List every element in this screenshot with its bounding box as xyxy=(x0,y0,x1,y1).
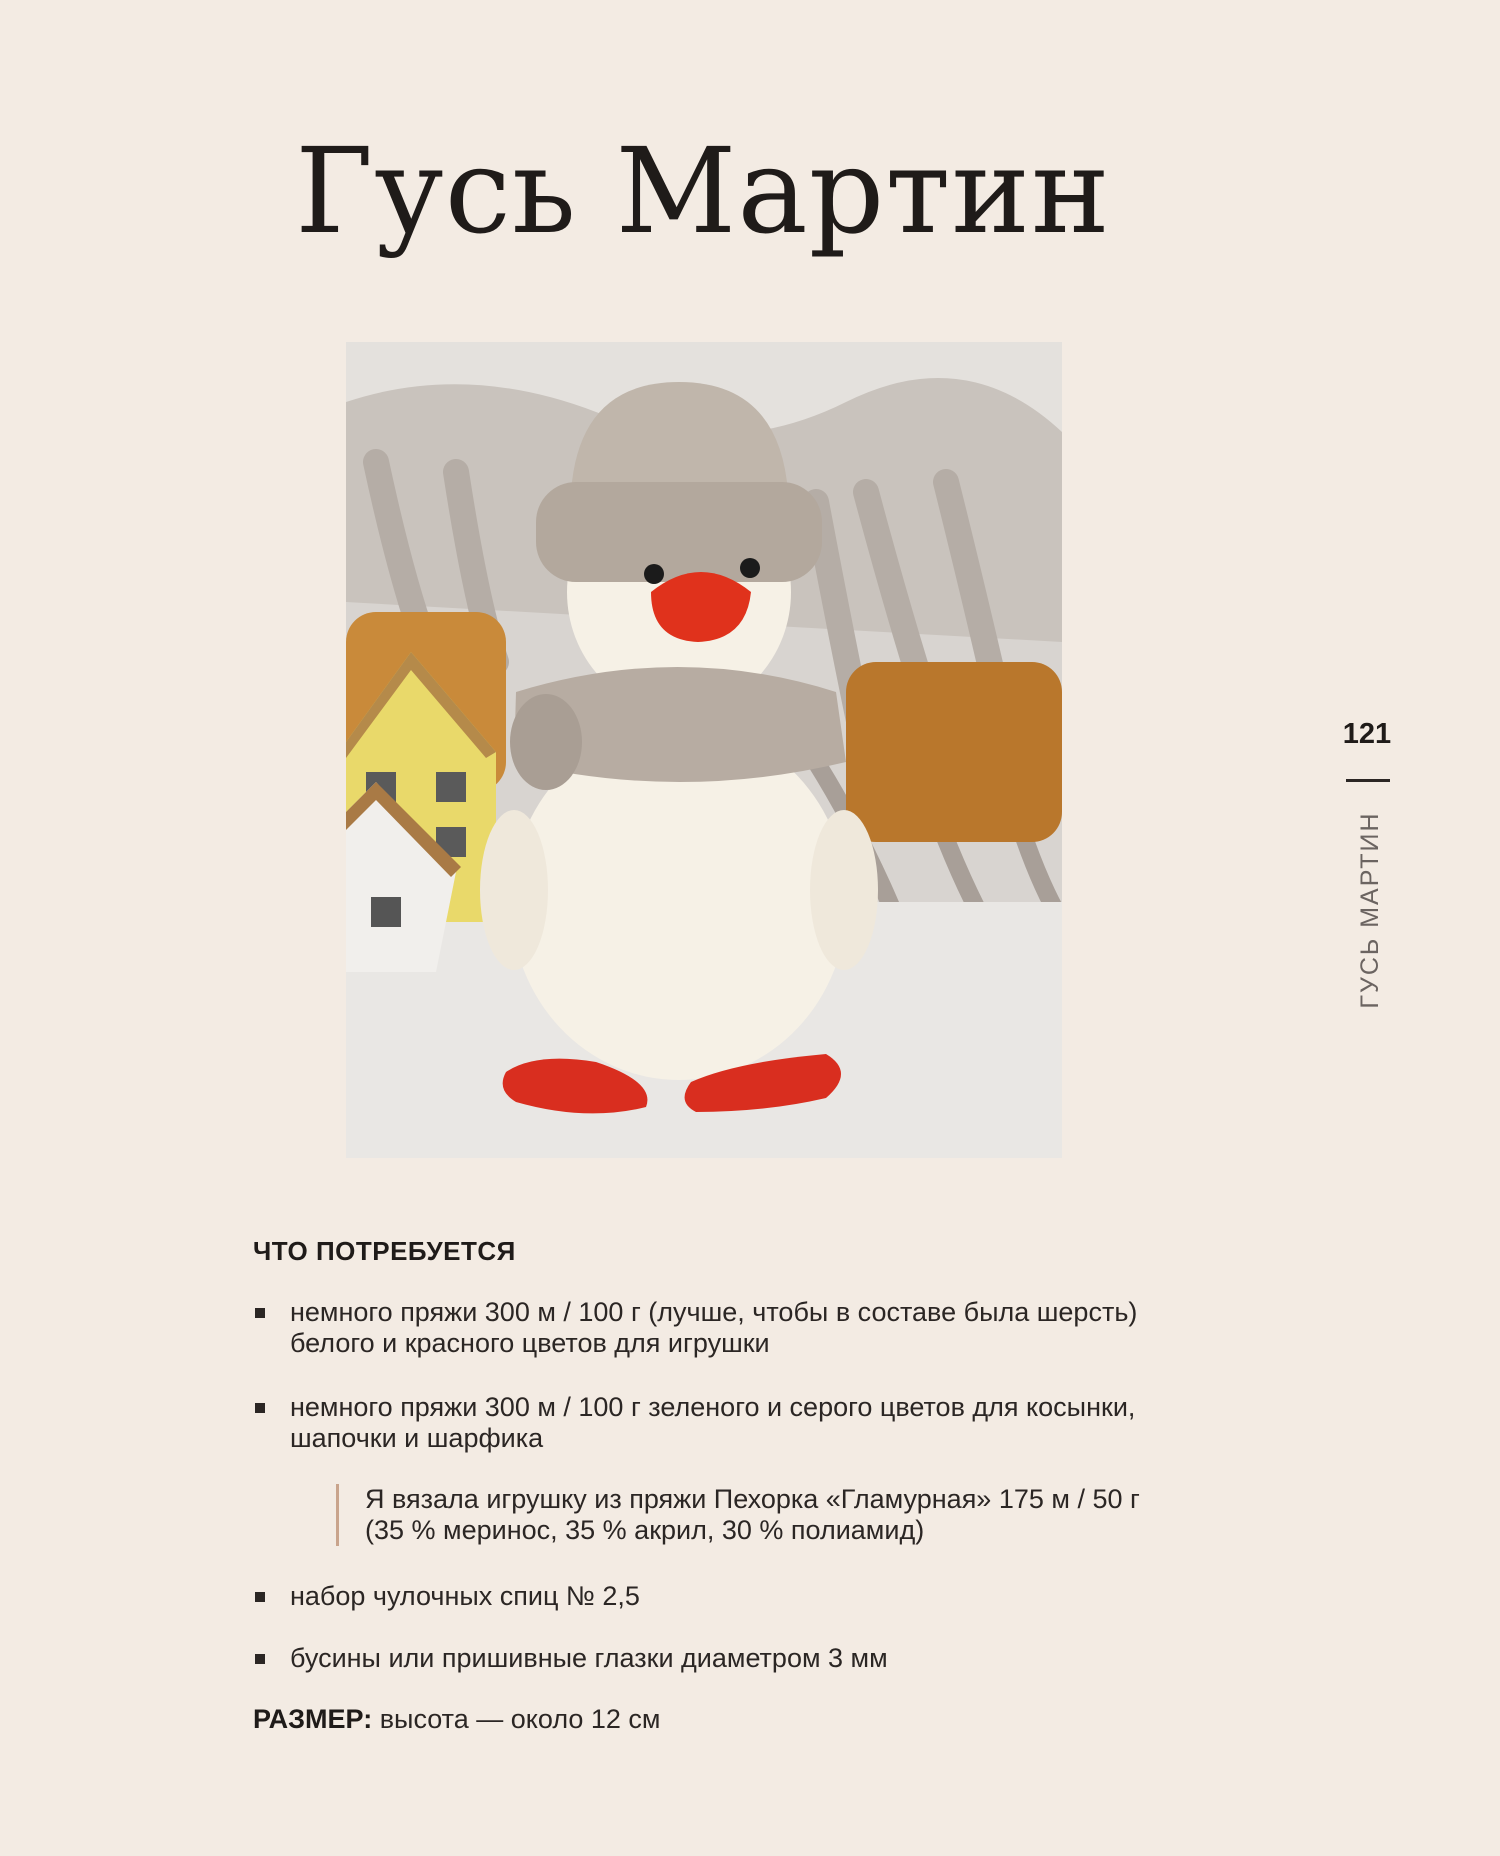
list-item-text: немного пряжи 300 м / 100 г зеленого и серого цветов для косынки, шапочки и шарфика xyxy=(290,1392,1136,1453)
list-item-text: немного пряжи 300 м / 100 г (лучше, чтобы в составе была шерсть) белого и красного цветов для игрушки xyxy=(290,1297,1138,1358)
yarn-note: Я вязала игрушку из пряжи Пехорка «Гламурная» 175 м / 50 г (35 % меринос, 35 % акрил, 30 % полиамид) xyxy=(336,1484,1185,1546)
size-label: РАЗМЕР: xyxy=(253,1704,373,1734)
list-item xyxy=(253,1581,1153,1612)
list-item xyxy=(253,1297,1153,1359)
page-number: 121 xyxy=(1342,718,1392,750)
materials-heading: ЧТО ПОТРЕБУЕТСЯ xyxy=(253,1236,516,1266)
size-value: высота — около 12 см xyxy=(372,1704,661,1734)
bullet-square-icon xyxy=(255,1403,265,1413)
bullet-square-icon xyxy=(255,1308,265,1318)
bullet-square-icon xyxy=(255,1592,265,1602)
page-title: Гусь Мартин xyxy=(295,122,1111,260)
bullet-square-icon xyxy=(255,1654,265,1664)
list-item xyxy=(253,1643,1153,1674)
running-section-title: ГУСЬ МАРТИН xyxy=(1356,811,1384,1009)
list-item-text: бусины или пришивные глазки диаметром 3 мм xyxy=(290,1643,888,1673)
list-item-text: набор чулочных спиц № 2,5 xyxy=(290,1581,640,1611)
size-line xyxy=(253,1704,661,1735)
goose-toy-photo xyxy=(346,342,1062,1158)
list-item xyxy=(253,1392,1153,1454)
